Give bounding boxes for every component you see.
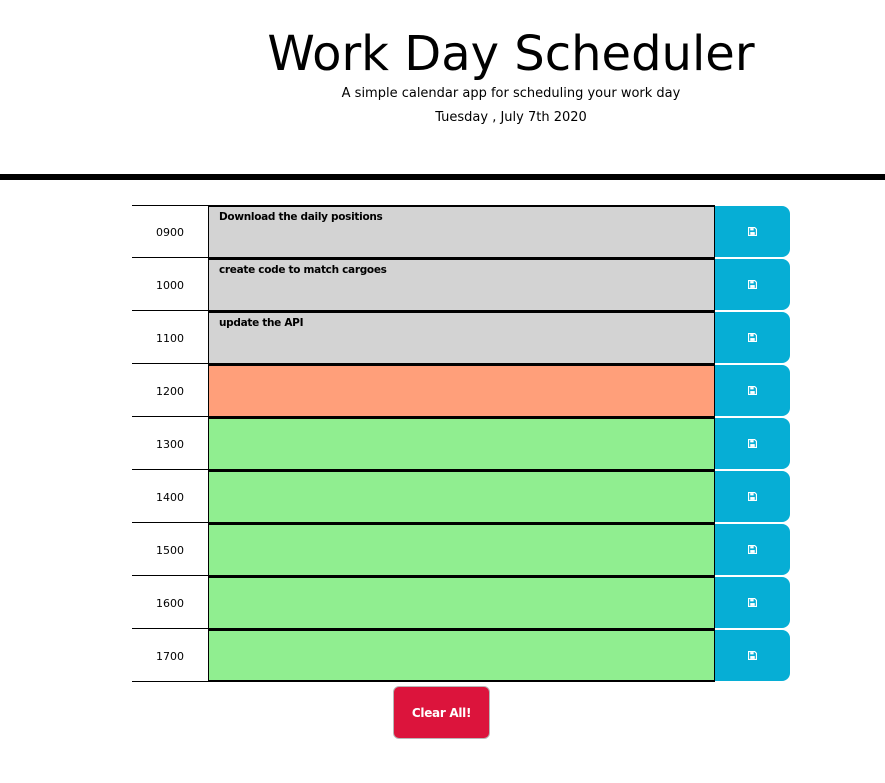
hour-label: 1700 — [132, 629, 208, 682]
save-button[interactable] — [715, 577, 790, 628]
floppy-disk-icon — [748, 439, 757, 448]
floppy-disk-icon — [748, 227, 757, 236]
description-input[interactable] — [208, 523, 715, 576]
description-input[interactable] — [208, 629, 715, 682]
floppy-disk-icon — [748, 651, 757, 660]
time-block-1200 — [132, 364, 790, 417]
save-button[interactable] — [715, 365, 790, 416]
time-block-1600 — [132, 576, 790, 629]
save-button[interactable] — [715, 206, 790, 257]
floppy-disk-icon — [748, 333, 757, 342]
schedule-container — [132, 205, 790, 682]
floppy-disk-icon — [748, 280, 757, 289]
description-input[interactable] — [208, 417, 715, 470]
description-input[interactable] — [208, 205, 715, 258]
hour-label: 1300 — [132, 417, 208, 470]
time-block-1000 — [132, 258, 790, 311]
hour-label: 0900 — [132, 205, 208, 258]
description-input[interactable] — [208, 258, 715, 311]
save-button[interactable] — [715, 259, 790, 310]
description-input[interactable] — [208, 576, 715, 629]
hour-label: 1400 — [132, 470, 208, 523]
hour-label: 1200 — [132, 364, 208, 417]
current-day: Tuesday , July 7th 2020 — [435, 110, 587, 125]
floppy-disk-icon — [748, 492, 757, 501]
time-block-1300 — [132, 417, 790, 470]
page-title: Work Day Scheduler — [267, 26, 755, 82]
floppy-disk-icon — [748, 386, 757, 395]
hour-label: 1100 — [132, 311, 208, 364]
save-button[interactable] — [715, 630, 790, 681]
floppy-disk-icon — [748, 545, 757, 554]
save-button[interactable] — [715, 418, 790, 469]
floppy-disk-icon — [748, 598, 757, 607]
time-block-1400 — [132, 470, 790, 523]
save-button[interactable] — [715, 312, 790, 363]
time-block-0900 — [132, 205, 790, 258]
hour-label: 1000 — [132, 258, 208, 311]
hour-label: 1500 — [132, 523, 208, 576]
description-input[interactable] — [208, 311, 715, 364]
save-button[interactable] — [715, 524, 790, 575]
time-block-1100 — [132, 311, 790, 364]
time-block-1700 — [132, 629, 790, 682]
description-input[interactable] — [208, 364, 715, 417]
description-input[interactable] — [208, 470, 715, 523]
time-block-1500 — [132, 523, 790, 576]
hour-label: 1600 — [132, 576, 208, 629]
clear-all-button[interactable]: Clear All! — [393, 686, 490, 739]
save-button[interactable] — [715, 471, 790, 522]
page-subtitle: A simple calendar app for scheduling your work day — [341, 86, 681, 101]
page-header — [0, 0, 885, 180]
